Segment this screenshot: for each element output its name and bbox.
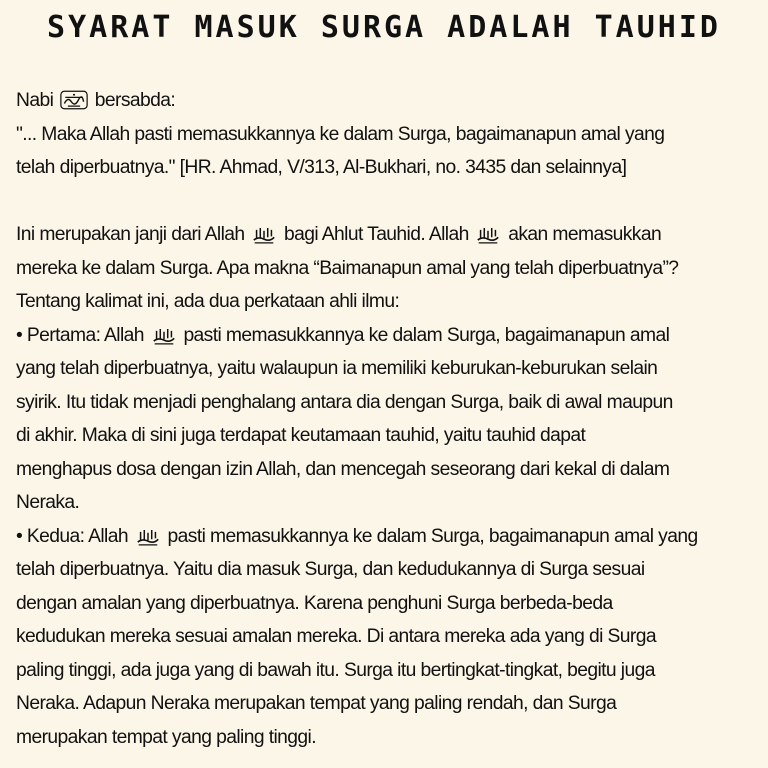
hadith-quote-line: "... Maka Allah pasti memasukkannya ke dalam Surga, bagaimanapun amal yang	[16, 123, 665, 145]
swt-calligraphy-icon	[475, 224, 501, 245]
point-second-line: telah diperbuatnya. Yaitu dia masuk Surga, dan kedudukannya di Surga sesuai	[16, 559, 645, 580]
article-body	[16, 84, 752, 754]
text-fragment: bersabda:	[94, 90, 176, 111]
text-fragment: akan memasukkan	[508, 224, 662, 245]
hadith-intro-line	[16, 84, 752, 118]
explanation-line: mereka ke dalam Surga. Apa makna “Baimanapun amal yang telah diperbuatnya”?	[16, 257, 679, 279]
text-fragment: bagi Ahlut Tauhid. Allah	[284, 224, 469, 245]
point-second-line	[16, 520, 752, 554]
point-first-line: menghapus dosa dengan izin Allah, dan mencegah seseorang dari kekal di dalam	[16, 458, 670, 480]
hadith-quote-line: telah diperbuatnya." [HR. Ahmad, V/313, Al-Bukhari, no. 3435 dan selainnya]	[16, 157, 627, 178]
paragraph-gap	[16, 185, 752, 219]
point-first-line: Neraka.	[16, 492, 80, 513]
text-fragment: pasti memasukkannya ke dalam Surga, bagaimanapun amal yang	[167, 525, 698, 547]
point-first-line: di akhir. Maka di sini juga terdapat keutamaan tauhid, yaitu tauhid dapat	[16, 425, 586, 446]
text-fragment: Ini merupakan janji dari Allah	[16, 224, 245, 245]
point-second-line: merupakan tempat yang paling tinggi.	[16, 726, 316, 748]
point-first-line	[16, 319, 752, 353]
point-second-line: Neraka. Adapun Neraka merupakan tempat yang paling rendah, dan Surga	[16, 693, 617, 714]
explanation-line	[16, 218, 752, 252]
swt-calligraphy-icon	[251, 224, 277, 245]
text-fragment: • Kedua: Allah	[16, 525, 128, 547]
salawat-calligraphy-icon	[60, 89, 88, 111]
point-first-line: yang telah diperbuatnya, yaitu walaupun ia memiliki keburukan-keburukan selain	[16, 358, 658, 379]
swt-calligraphy-icon	[151, 325, 177, 346]
page-title: SYARAT MASUK SURGA ADALAH TAUHID	[47, 10, 721, 45]
point-second-line: kedudukan mereka sesuai amalan mereka. Di antara mereka ada yang di Surga	[16, 626, 656, 647]
point-second-line: paling tinggi, ada juga yang di bawah itu. Surga itu bertingkat-tingkat, begitu juga	[16, 659, 655, 681]
point-first-line: syirik. Itu tidak menjadi penghalang antara dia dengan Surga, baik di awal maupun	[16, 391, 673, 413]
swt-calligraphy-icon	[135, 526, 161, 547]
explanation-line: Tentang kalimat ini, ada dua perkataan ahli ilmu:	[16, 291, 400, 312]
text-fragment: pasti memasukkannya ke dalam Surga, bagaimanapun amal	[183, 324, 670, 346]
text-fragment: Nabi	[16, 90, 54, 111]
point-second-line: dengan amalan yang diperbuatnya. Karena penghuni Surga berbeda-beda	[16, 592, 613, 614]
text-fragment: • Pertama: Allah	[16, 324, 144, 346]
